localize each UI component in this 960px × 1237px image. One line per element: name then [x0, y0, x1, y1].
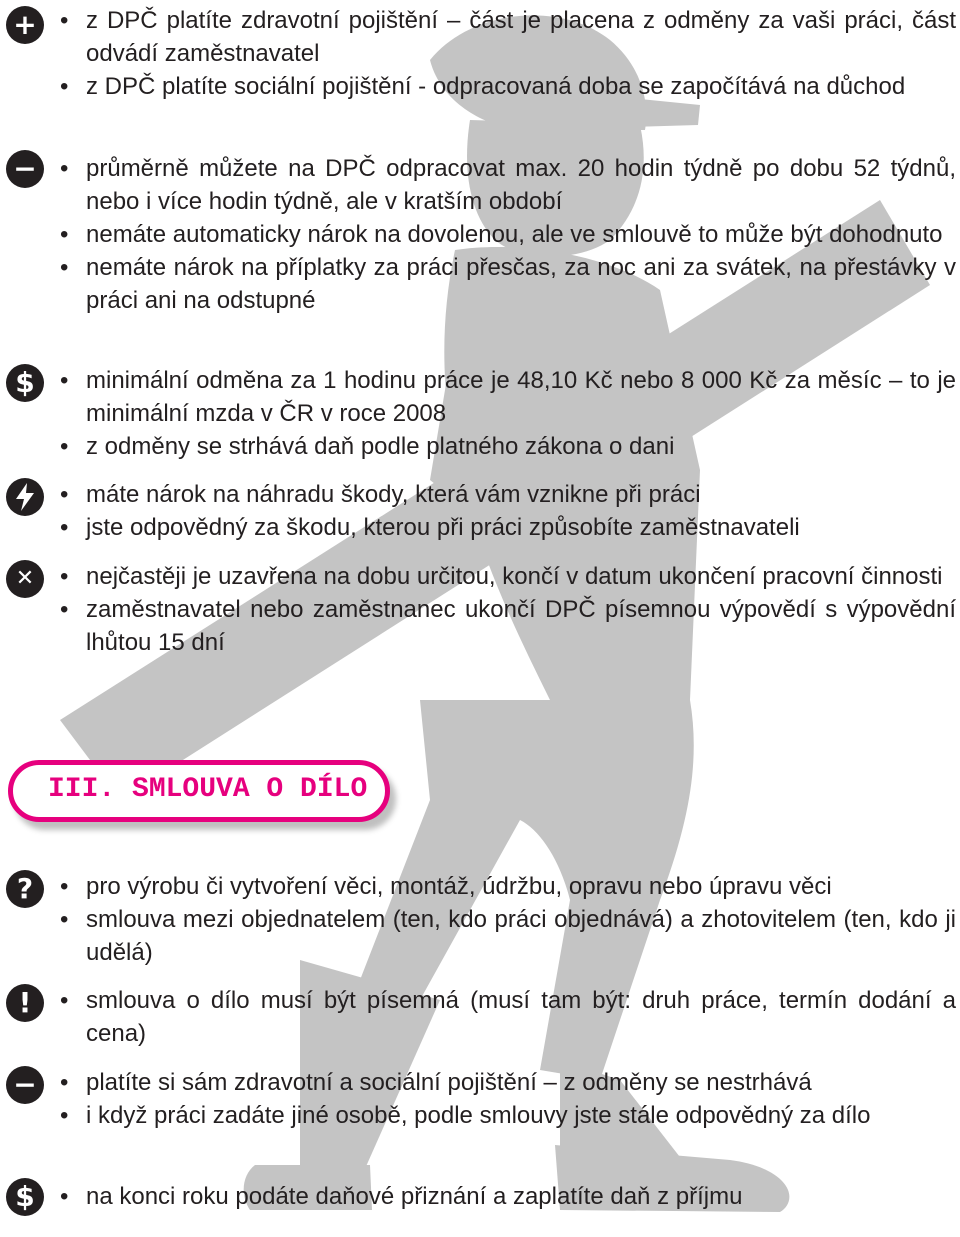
- cross-icon: ✕: [6, 560, 44, 598]
- list-item: • z DPČ platíte sociální pojištění - odpracovaná doba se započítává na důchod: [60, 70, 956, 103]
- bullet-list: [60, 984, 956, 1050]
- minus-icon: −: [6, 1066, 44, 1104]
- list-item: • nemáte automaticky nárok na dovolenou, ale ve smlouvě to může být dohodnuto: [60, 218, 956, 251]
- section-heading: [8, 760, 392, 824]
- list-item: • z DPČ platíte zdravotní pojištění – část je placena z odměny za vaši práci, část odvádí zaměstnavatel: [60, 4, 956, 70]
- list-item: • na konci roku podáte daňové přiznání a zaplatíte daň z příjmu: [60, 1180, 956, 1213]
- list-item: • minimální odměna za 1 hodinu práce je 48,10 Kč nebo 8 000 Kč za měsíc – to je minimální mzda v ČR v roce 2008: [60, 364, 956, 430]
- list-item: • máte nárok na náhradu škody, která vám vznikne při práci: [60, 478, 956, 511]
- bullet-list: [60, 478, 956, 544]
- question-icon: ?: [6, 870, 44, 908]
- heading-title: III. SMLOUVA O DÍLO: [48, 774, 368, 805]
- list-item: • platíte si sám zdravotní a sociální pojištění – z odměny se nestrhává: [60, 1066, 956, 1099]
- list-item: • smlouva o dílo musí být písemná (musí tam být: druh práce, termín dodání a cena): [60, 984, 956, 1050]
- plus-icon: +: [6, 6, 44, 44]
- bullet-list: [60, 152, 956, 317]
- list-item: • nemáte nárok na příplatky za práci přesčas, za noc ani za svátek, na přestávky v práci ani na odstupné: [60, 251, 956, 317]
- list-item: • smlouva mezi objednatelem (ten, kdo práci objednává) a zhotovitelem (ten, kdo ji udělá): [60, 903, 956, 969]
- list-item: • z odměny se strhává daň podle platného zákona o dani: [60, 430, 956, 463]
- bullet-list: [60, 4, 956, 103]
- list-item: • i když práci zadáte jiné osobě, podle smlouvy jste stále odpovědný za dílo: [60, 1099, 956, 1132]
- bullet-list: [60, 1066, 956, 1132]
- bullet-list: [60, 364, 956, 463]
- list-item: • nejčastěji je uzavřena na dobu určitou, končí v datum ukončení pracovní činnosti: [60, 560, 956, 593]
- list-item: • pro výrobu či vytvoření věci, montáž, údržbu, opravu nebo úpravu věci: [60, 870, 956, 903]
- dollar-icon: $: [6, 364, 44, 402]
- exclamation-icon: !: [6, 984, 44, 1022]
- minus-icon: −: [6, 150, 44, 188]
- bullet-list: [60, 870, 956, 969]
- bullet-list: [60, 560, 956, 659]
- list-item: • jste odpovědný za škodu, kterou při práci způsobíte zaměstnavateli: [60, 511, 956, 544]
- bullet-list: [60, 1180, 956, 1213]
- lightning-icon: [6, 478, 44, 516]
- dollar-icon: $: [6, 1178, 44, 1216]
- list-item: • průměrně můžete na DPČ odpracovat max. 20 hodin týdně po dobu 52 týdnů, nebo i více hodin týdně, ale v kratším období: [60, 152, 956, 218]
- list-item: • zaměstnavatel nebo zaměstnanec ukončí DPČ písemnou výpovědí s výpovědní lhůtou 15 dní: [60, 593, 956, 659]
